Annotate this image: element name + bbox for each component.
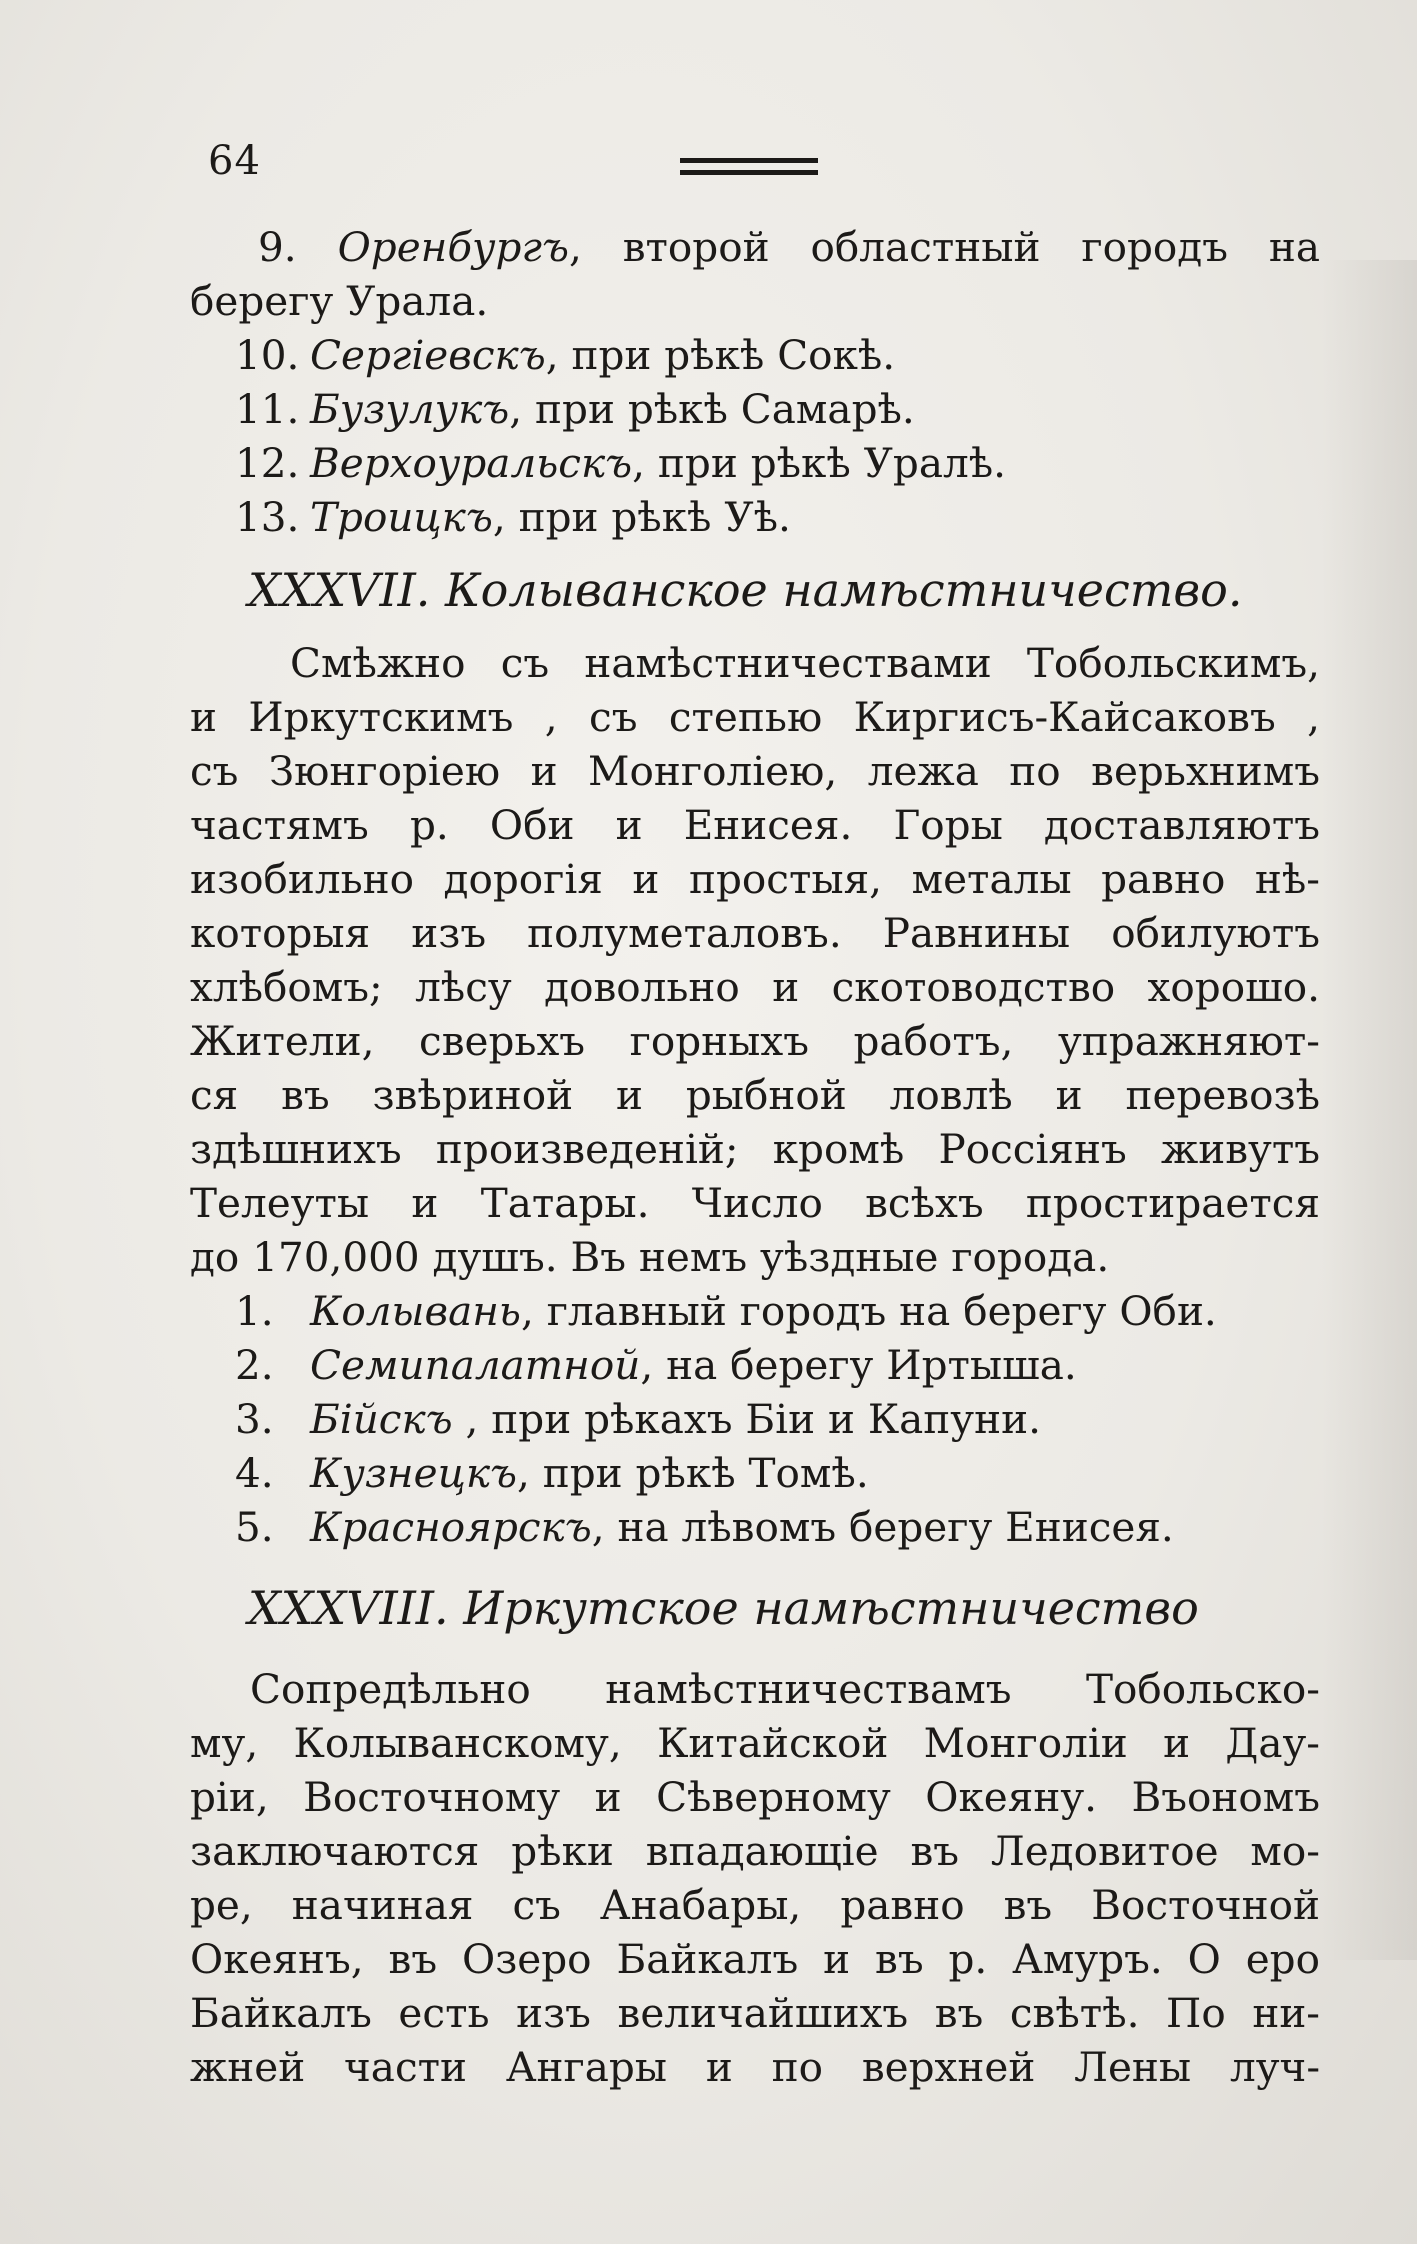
city-name: Бійскъ [310, 1395, 453, 1443]
item-number: 2. [235, 1341, 274, 1389]
item-number: 10. [235, 331, 300, 379]
item-number: 12. [235, 439, 300, 487]
header-rule-bottom [680, 170, 818, 175]
item-number: 5. [235, 1503, 274, 1551]
paragraph-line: здѣшнихъ произведеній; кромѣ Россіянъ живутъ [190, 1125, 1320, 1173]
city-name: Верхоуральскъ [310, 439, 633, 487]
section-heading: XXXVIII. Иркутское намѣстничество [248, 1581, 1199, 1635]
paragraph-line: Смѣжно съ намѣстничествами Тобольскимъ, [290, 639, 1320, 687]
list-item [190, 382, 1320, 436]
item-text: , при рѣкѣ Самарѣ. [509, 385, 915, 433]
list-item [190, 1500, 1320, 1554]
item-text: , на лѣвомъ берегу Енисея. [591, 1503, 1174, 1551]
item-text: , при рѣкѣ Уралѣ. [632, 439, 1007, 487]
paragraph-line: Жители, сверьхъ горныхъ работъ, упражняют- [190, 1017, 1320, 1065]
paragraph-line: Океянъ, въ Озеро Байкалъ и въ р. Амуръ. О еро [190, 1935, 1320, 1983]
city-name: Оренбургъ [337, 223, 569, 271]
paragraph-line: ся въ звѣриной и рыбной ловлѣ и перевозѣ [190, 1071, 1320, 1119]
paragraph-line: Телеуты и Татары. Число всѣхъ простирается [190, 1179, 1320, 1227]
item-text: , второй областный городъ на [568, 223, 1320, 271]
city-name: Кузнецкъ [310, 1449, 518, 1497]
item-text: , главный городъ на берегу Оби. [520, 1287, 1217, 1335]
paragraph-line: съ Зюнгоріею и Монголіею, лежа по верьхнимъ [190, 747, 1320, 795]
paragraph-line: частямъ р. Оби и Енисея. Горы доставляютъ [190, 801, 1320, 849]
item-number: 1. [235, 1287, 274, 1335]
section-heading: XXXVII. Колыванское намѣстничество. [248, 563, 1243, 617]
paragraph-line: му, Колыванскому, Китайской Монголіи и Дау- [190, 1719, 1320, 1767]
list-item [190, 1446, 1320, 1500]
item-text: берегу Урала. [190, 277, 489, 325]
paragraph-line: изобильно дорогія и простыя, металы равно нѣ- [190, 855, 1320, 903]
list-item [190, 328, 1320, 382]
city-name: Семипалатной [310, 1341, 641, 1389]
paragraph-line: хлѣбомъ; лѣсу довольно и скотоводство хорошо. [190, 963, 1320, 1011]
paragraph-line: и Иркутскимъ , съ степью Киргисъ-Кайсаковъ , [190, 693, 1320, 741]
list-item [190, 490, 1320, 544]
city-name: Сергіевскъ [310, 331, 546, 379]
page-number: 64 [208, 138, 261, 184]
paragraph-line: ріи, Восточному и Сѣверному Океяну. Въономъ [190, 1773, 1320, 1821]
list-item [190, 1284, 1320, 1338]
city-name: Троицкъ [310, 493, 493, 541]
item-number: 11. [235, 385, 300, 433]
list-item [190, 436, 1320, 490]
page-header [208, 138, 1338, 198]
list-item-continuation [190, 274, 1320, 328]
paragraph-line: Сопредѣльно намѣстничествамъ Тобольско- [250, 1665, 1320, 1713]
item-number: 13. [235, 493, 300, 541]
paragraph-line: до 170,000 душъ. Въ немъ уѣздные города. [190, 1233, 1110, 1281]
paragraph-line: которыя изъ полуметаловъ. Равнины обилуютъ [190, 909, 1320, 957]
item-number: 4. [235, 1449, 274, 1497]
header-rule-top [680, 158, 818, 163]
page-edge-shadow [1322, 260, 1417, 1960]
page-body [190, 220, 1320, 2094]
city-name: Колывань [310, 1287, 521, 1335]
list-item [190, 1338, 1320, 1392]
item-number: 9. [258, 223, 297, 271]
item-text: , на берегу Иртыша. [640, 1341, 1077, 1389]
item-number: 3. [235, 1395, 274, 1443]
item-text: , при рѣкѣ Уѣ. [492, 493, 791, 541]
paragraph-line: жней части Ангары и по верхней Лены луч- [190, 2043, 1320, 2091]
item-text: , при рѣкѣ Сокѣ. [545, 331, 896, 379]
paragraph-line: заключаются рѣки впадающіе въ Ледовитое мо- [190, 1827, 1320, 1875]
item-text: , при рѣкѣ Томѣ. [517, 1449, 869, 1497]
city-name: Бузулукъ [310, 385, 510, 433]
item-text: , при рѣкахъ Біи и Капуни. [452, 1395, 1041, 1443]
city-name: Красноярскъ [310, 1503, 592, 1551]
paragraph-line: Байкалъ есть изъ величайшихъ въ свѣтѣ. По ни- [190, 1989, 1320, 2037]
list-item [190, 1392, 1320, 1446]
list-item [190, 220, 1320, 274]
paragraph-line: ре, начиная съ Анабары, равно въ Восточной [190, 1881, 1320, 1929]
